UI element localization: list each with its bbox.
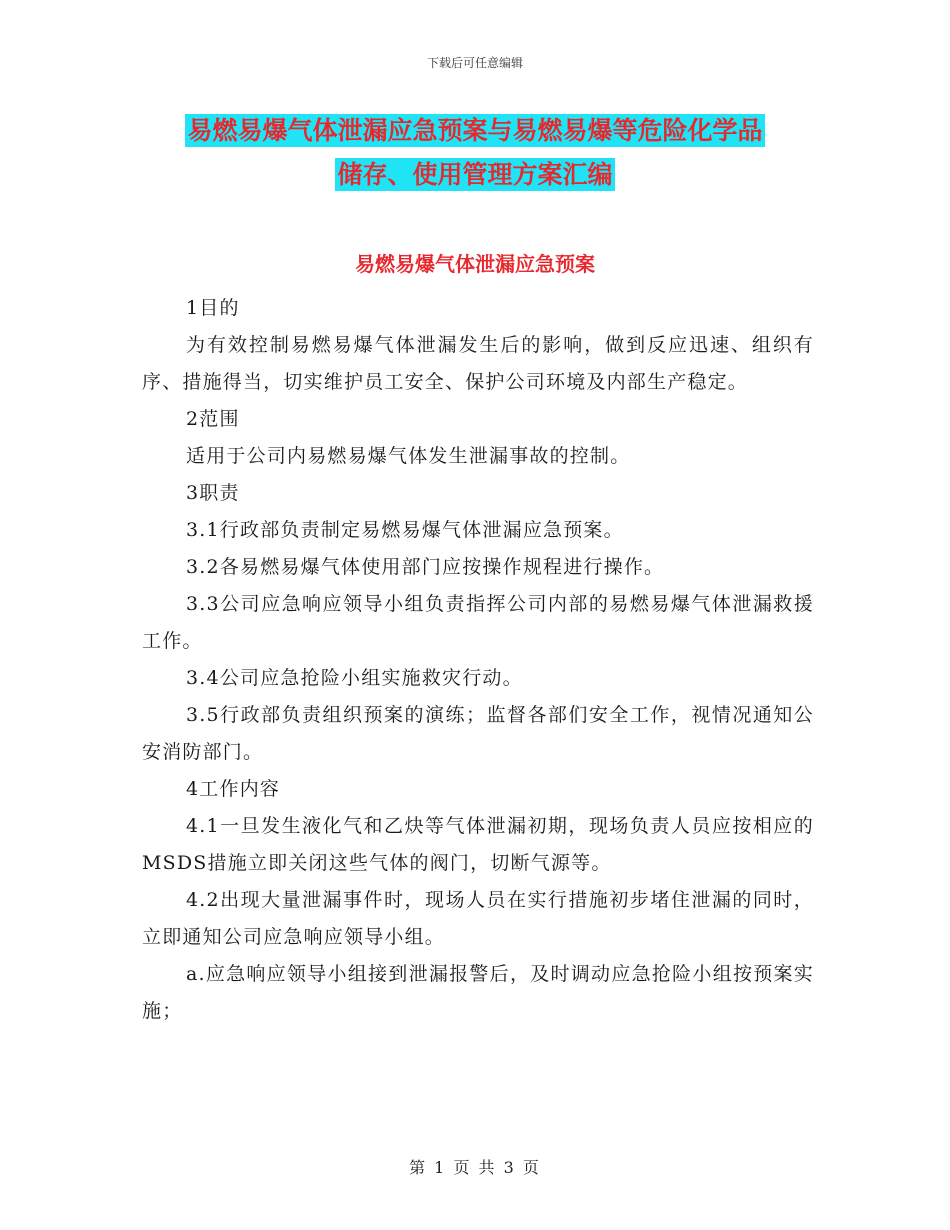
paragraph: 2范围 xyxy=(186,408,240,430)
paragraph: 4工作内容 xyxy=(186,778,281,800)
document-title-line-2 xyxy=(0,158,950,192)
paragraph: 4.2出现大量泄漏事件时，现场人员在实行措施初步堵住泄漏的同时，立即通知公司应急响应领导小组。 xyxy=(142,889,814,948)
paragraph: 1目的 xyxy=(186,297,240,319)
paragraph: 3.1行政部负责制定易燃易爆气体泄漏应急预案。 xyxy=(186,519,624,541)
paragraph: 为有效控制易燃易爆气体泄漏发生后的影响，做到反应迅速、组织有序、措施得当，切实维护员工安全、保护公司环境及内部生产稳定。 xyxy=(142,334,814,393)
document-body xyxy=(142,290,814,1030)
section-title: 易燃易爆气体泄漏应急预案 xyxy=(355,252,595,276)
header-note: 下载后可任意编辑 xyxy=(426,56,523,70)
paragraph: 3.3公司应急响应领导小组负责指挥公司内部的易燃易爆气体泄漏救援工作。 xyxy=(142,593,814,652)
title-highlight-1: 易燃易爆气体泄漏应急预案与易燃易爆等危险化学品 xyxy=(187,116,763,145)
paragraph: 适用于公司内易燃易爆气体发生泄漏事故的控制。 xyxy=(186,445,631,467)
paragraph: 3职责 xyxy=(186,482,240,504)
page-footer: 第 1 页 共 3 页 xyxy=(409,1158,541,1177)
paragraph: 3.2各易燃易爆气体使用部门应按操作规程进行操作。 xyxy=(186,556,665,578)
paragraph: 3.5行政部负责组织预案的演练；监督各部们安全工作，视情况通知公安消防部门。 xyxy=(142,704,814,763)
paragraph: 4.1一旦发生液化气和乙炔等气体泄漏初期，现场负责人员应按相应的MSDS措施立即关闭这些气体的阀门，切断气源等。 xyxy=(142,815,814,874)
paragraph: 3.4公司应急抢险小组实施救灾行动。 xyxy=(186,667,523,689)
document-title-line-1 xyxy=(0,114,950,148)
title-highlight-2: 储存、使用管理方案汇编 xyxy=(337,160,613,189)
paragraph: a.应急响应领导小组接到泄漏报警后，及时调动应急抢险小组按预案实施； xyxy=(142,963,814,1022)
